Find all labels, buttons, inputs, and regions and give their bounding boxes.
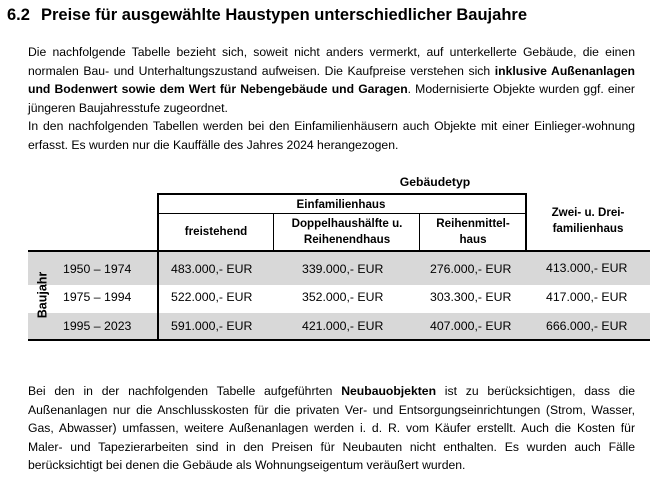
line-vertical-main — [157, 193, 159, 341]
outro-text-main — [28, 382, 635, 475]
intro-text-main — [28, 43, 635, 117]
outro-text-1: Bei den in der nachfolgenden Tabelle aufgeführten — [28, 384, 342, 398]
line-top-einfamilienhaus — [157, 193, 527, 195]
row-axis-baujahr — [28, 251, 57, 339]
table-cell: 303.300,- EUR — [430, 290, 512, 304]
line-header-bottom — [28, 250, 650, 252]
table-cell: 352.000,- EUR — [302, 290, 384, 304]
line-vertical-col2 — [273, 213, 274, 251]
table-cell: 591.000,- EUR — [171, 319, 253, 333]
table-cell: 407.000,- EUR — [430, 319, 512, 333]
table-cell: 666.000,- EUR — [546, 319, 628, 333]
section-heading — [7, 6, 527, 25]
col-header-freistehend: freistehend — [184, 225, 248, 238]
table-cell: 522.000,- EUR — [171, 290, 253, 304]
line-vertical-col3 — [419, 213, 420, 251]
table-cell: 413.000,- EUR — [546, 261, 628, 275]
row-axis-label: Baujahr — [35, 271, 50, 319]
col-header-zwei-drei-familienhaus: Zwei- u. Drei-familienhaus — [551, 206, 625, 235]
outro-text-2: ist zu berücksichtigen, dass die Außenanlagen nur die Anschlusskosten für die privaten Ver- und Entsorgungseinrichtungen (Strom, Wasser, Gas, Abwasser) umfassen, weitere Außenanlagen werden i. d. R. vom Käufer erstellt. Auch die Kosten für Maler- und Tapezierarbeiten sind in den Preisen für Neubauten nicht enthalten. Es wurden auch Fälle berücksichtigt bei denen die Gebäude als Wohnungseigentum veräußert wurden. — [28, 384, 635, 473]
intro-text-2: . Modernisierte Objekte wurden ggf. einer jüngeren Baujahresstufe zugeordnet. — [28, 82, 635, 115]
table-cell: 339.000,- EUR — [302, 262, 384, 276]
col-header-reihenmittelhaus: Reihenmittel-haus — [436, 217, 510, 246]
intro-text-1: Die nachfolgende Tabelle bezieht sich, soweit nicht anders vermerkt, auf unterkellerte Gebäude, die einen normalen Bau- und Unterhaltungszustand aufweisen. Die Kaufpreise verstehen sich — [28, 45, 635, 78]
table-cell: 483.000,- EUR — [171, 262, 253, 276]
section-number: 6.2 — [7, 6, 30, 24]
line-table-bottom — [28, 339, 650, 341]
table-cell: 417.000,- EUR — [546, 290, 628, 304]
section-title: Preise für ausgewählte Haustypen unterschiedlicher Baujahre — [41, 6, 527, 24]
table-cell: 421.000,- EUR — [302, 319, 384, 333]
outro-paragraph — [28, 382, 635, 475]
table-cell: 276.000,- EUR — [430, 262, 512, 276]
col-header-doppelhaushaelfte: Doppelhaushälfte u. Reihenendhaus — [291, 217, 403, 246]
intro-bold-text: inklusive Außenanlagen und Bodenwert sowie dem Wert für Nebengebäude und Garagen — [28, 63, 635, 97]
line-under-einfamilienhaus — [157, 213, 527, 214]
header-einfamilienhaus: Einfamilienhaus — [296, 197, 386, 211]
row-label: 1995 – 2023 — [63, 319, 132, 333]
row-label: 1950 – 1974 — [63, 262, 132, 276]
row-label: 1975 – 1994 — [63, 290, 132, 304]
header-gebaeudetyp: Gebäudetyp — [399, 175, 471, 189]
line-vertical-right — [525, 193, 527, 251]
intro-text-3: In den nachfolgenden Tabellen werden bei den Einfamilienhäusern auch Objekte mit einer Einlieger-wohnung erfasst. Es wurden nur die Kauffälle des Jahres 2024 herangezogen. — [28, 119, 635, 152]
intro-paragraph — [28, 43, 635, 155]
outro-bold-text: Neubauobjekten — [341, 384, 437, 398]
